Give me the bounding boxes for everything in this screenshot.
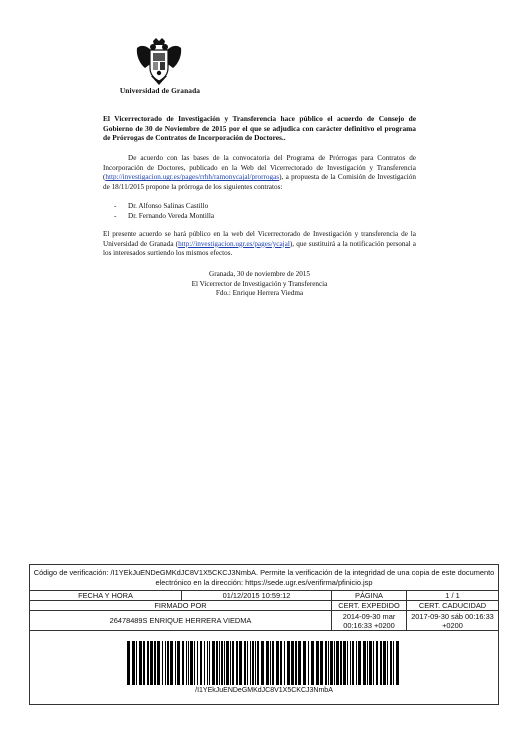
paragraph-text: De acuerdo con las bases de la convocatoria del Programa de Prórrogas para Contratos de Incorporación de Doctores, publicado en la Web del Vicerrectorado de Investigación y Transferencia (	[103, 154, 416, 182]
document-title: El Vicerrectorado de Investigación y Transferencia hace público el acuerdo de Consejo de Gobierno de 30 de Noviembre de 2015 por el que se adjudica con carácter definitivo el programa de Prórrogas de Contratos de Incorporación de Doctores..	[103, 114, 416, 143]
firmado-label: FIRMADO POR	[30, 601, 332, 610]
barcode-bar	[247, 641, 248, 685]
list-bullet: -	[114, 212, 117, 220]
university-seal-logo	[131, 38, 187, 86]
barcode-bar	[224, 641, 225, 685]
barcode-bar	[316, 641, 319, 685]
cert-caducidad-value: 2017-09-30 sáb 00:16:33 +0200	[411, 611, 494, 630]
barcode-bar	[376, 641, 378, 685]
university-name: Universidad de Granada	[119, 86, 201, 95]
paragraph-text: ), a propuesta de la Comisión de Investigación de 18/11/2015 propone la prórroga de los siguientes contratos:	[103, 173, 416, 191]
barcode-bar	[373, 641, 374, 685]
barcode-bar	[334, 641, 335, 685]
barcode-bar	[190, 641, 193, 685]
barcode-bar	[328, 641, 329, 685]
barcode-bar	[393, 641, 394, 685]
pagina-label: PÁGINA	[332, 591, 407, 600]
barcode-bar	[340, 641, 342, 685]
barcode-bar	[369, 641, 372, 685]
barcode-bar	[177, 641, 180, 685]
barcode-bar	[194, 641, 195, 685]
list-item-text: Dr. Fernando Vereda Montilla	[128, 212, 215, 220]
verification-box	[29, 564, 499, 705]
list-bullet: -	[114, 202, 117, 210]
cert-expedido-label: CERT. EXPEDIDO	[332, 601, 407, 610]
barcode-bar	[143, 641, 145, 685]
barcode-bar	[320, 641, 323, 685]
barcode-bar	[352, 641, 354, 685]
barcode-bar	[350, 641, 351, 685]
barcode-bar	[308, 641, 309, 685]
signature-block	[103, 270, 416, 299]
verification-row	[30, 611, 498, 631]
cert-expedido-value: 2014-09-30 mar 00:16:33 +0200	[332, 611, 407, 630]
barcode-bar	[154, 641, 156, 685]
barcode-bar	[303, 641, 306, 685]
barcode-bar	[330, 641, 333, 685]
barcode-bar	[150, 641, 153, 685]
barcode-bar	[239, 641, 242, 685]
signature-name: Fdo.: Enrique Herrera Viedma	[215, 289, 304, 297]
barcode-bar	[383, 641, 386, 685]
barcode-bar	[200, 641, 202, 685]
list-item	[114, 201, 214, 211]
barcode-bar	[244, 641, 246, 685]
barcode-bar	[209, 641, 210, 685]
barcode-bar	[298, 641, 301, 685]
contracts-list	[114, 201, 214, 221]
barcode-bar	[197, 641, 198, 685]
barcode-bar	[266, 641, 269, 685]
barcode-bar	[230, 641, 231, 685]
barcode-bar	[367, 641, 368, 685]
barcode-bar	[387, 641, 388, 685]
barcode-bar	[390, 641, 392, 685]
barcode-bar	[363, 641, 366, 685]
barcode-bar	[165, 641, 166, 685]
barcode-bar	[347, 641, 348, 685]
barcode-bar	[136, 641, 137, 685]
barcode-bar	[182, 641, 184, 685]
barcode-bar	[272, 641, 274, 685]
barcode-bar	[380, 641, 382, 685]
barcode-bar	[204, 641, 205, 685]
verification-code-text: Código de verificación: /I1YEkJuENDeGMKdJC8V1X5CKCJ3NmbA. Permite la verificación de la integridad de una copia de este documento electrónico en la dirección: https://sede.ugr.es/verifirma/pfinicio.jsp	[30, 565, 498, 591]
barcode-bar	[284, 641, 285, 685]
paragraph-text: ), que sustituirá a la notificación personal a los interesados surtiendo los mismos efectos.	[103, 239, 416, 258]
barcode-bar	[358, 641, 361, 685]
barcode-bar	[207, 641, 208, 685]
barcode-bar	[270, 641, 271, 685]
cert-caducidad-label: CERT. CADUCIDAD	[418, 601, 487, 610]
barcode-bar	[396, 641, 399, 685]
fecha-label: FECHA Y HORA	[30, 591, 182, 600]
firmante-value: 26478489S ENRIQUE HERRERA VIEDMA	[30, 611, 332, 630]
barcode-bar	[276, 641, 279, 685]
barcode-bar	[280, 641, 282, 685]
barcode-bar	[132, 641, 135, 685]
barcode-bar	[212, 641, 215, 685]
verification-row	[30, 601, 498, 611]
barcode-bar	[147, 641, 149, 685]
barcode-bar	[226, 641, 229, 685]
barcode-bar	[139, 641, 142, 685]
barcode-image	[127, 641, 401, 685]
barcode-bar	[186, 641, 187, 685]
prorrogas-link[interactable]: http://investigacion.ugr.es/pages/rrhh/ramonycajal/prorrogas	[105, 173, 280, 182]
barcode-bar	[216, 641, 218, 685]
barcode-bar	[175, 641, 176, 685]
pagina-value: 1 / 1	[445, 591, 460, 600]
barcode-bar	[291, 641, 294, 685]
barcode-bar	[221, 641, 223, 685]
barcode-bar	[287, 641, 290, 685]
barcode-bar	[261, 641, 264, 685]
barcode-bar	[343, 641, 346, 685]
signature-place-date: Granada, 30 de noviembre de 2015	[209, 270, 310, 278]
barcode-bar	[252, 641, 254, 685]
barcode-bar	[356, 641, 357, 685]
barcode-bar	[188, 641, 189, 685]
barcode-bar	[170, 641, 173, 685]
barcode-bar	[311, 641, 314, 685]
paragraph-text: El presente acuerdo se hará público en la web del Vicerrectorado de Investigación y transferencia de la Universidad de Granada (	[103, 230, 416, 248]
verification-row	[30, 591, 498, 601]
paragraph-publication	[103, 230, 416, 259]
barcode-bar	[325, 641, 327, 685]
barcode-bar	[255, 641, 256, 685]
barcode-bar	[236, 641, 238, 685]
barcode-bar	[336, 641, 339, 685]
barcode-bar	[167, 641, 169, 685]
fecha-value: 01/12/2015 10:59:12	[182, 591, 332, 600]
barcode-bar	[232, 641, 234, 685]
paragraph-announcement	[103, 154, 416, 192]
barcode-text: /I1YEkJuENDeGMKdJC8V1X5CKCJ3NmbA	[195, 687, 333, 694]
barcode-bar	[127, 641, 130, 685]
barcode-area	[30, 631, 498, 704]
signature-role: El Vicerrector de Investigación y Transferencia	[191, 279, 328, 288]
barcode-bar	[250, 641, 251, 685]
barcode-bar	[157, 641, 160, 685]
list-item	[114, 211, 214, 221]
barcode-bar	[295, 641, 297, 685]
ycajal-link[interactable]: http://investigacion.ugr.es/pages/ycajal	[178, 239, 290, 248]
barcode-bar	[162, 641, 163, 685]
barcode-bar	[257, 641, 259, 685]
barcode-bar	[219, 641, 220, 685]
list-item-text: Dr. Alfonso Salinas Castillo	[128, 202, 209, 210]
